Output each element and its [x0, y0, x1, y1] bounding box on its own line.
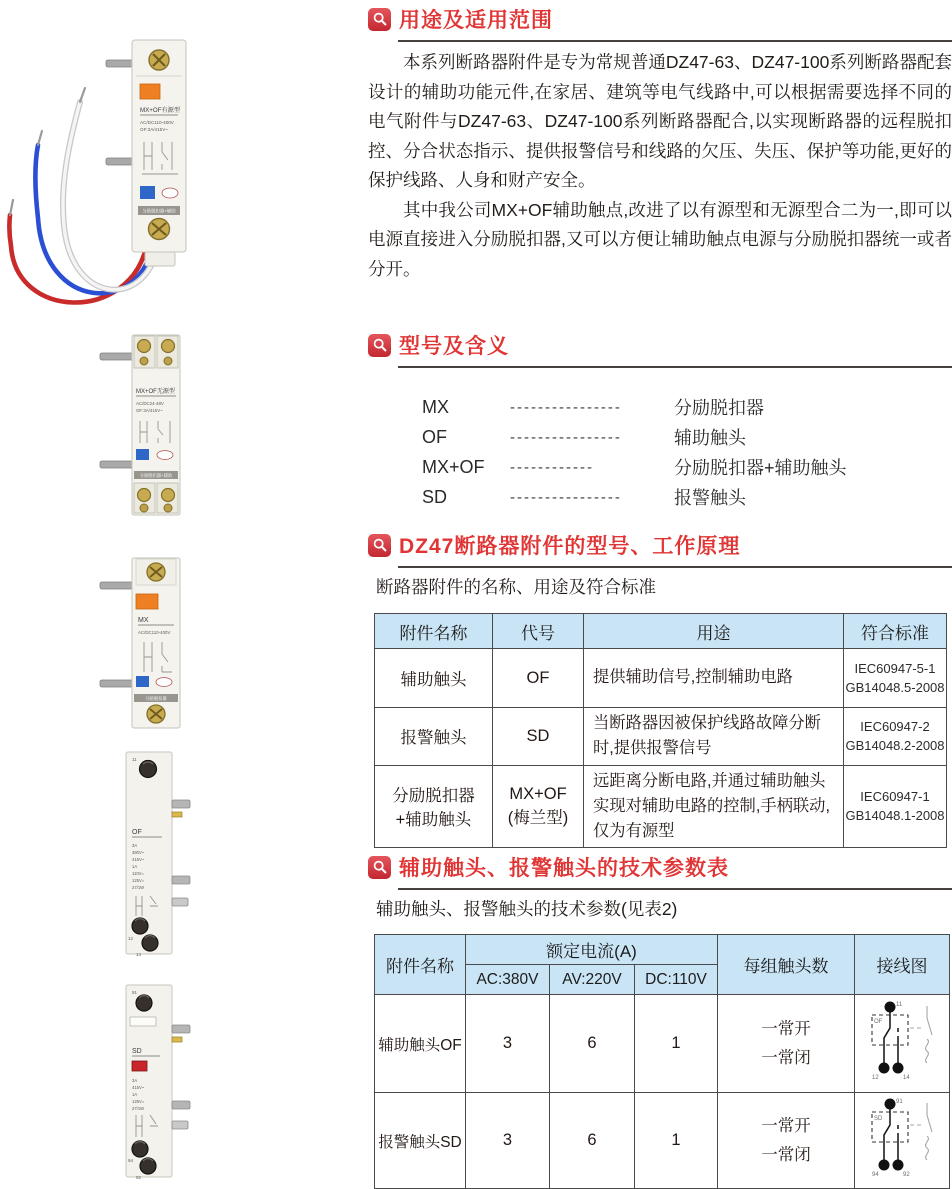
module-spec: 1A: [132, 864, 138, 869]
model-meaning-list: [422, 392, 847, 512]
rated-current-ac380: 3: [466, 1093, 550, 1189]
standard-line: IEC60947-1: [860, 788, 930, 804]
diagram-label: OF: [874, 1019, 883, 1025]
code-line: (梅兰型): [507, 808, 569, 827]
table1-note: 断路器附件的名称、用途及符合标准: [376, 577, 656, 597]
code-line: MX+OF: [509, 784, 567, 803]
model-meaning: 辅助触头: [674, 428, 746, 448]
caption-text: 分励脱扣器+辅助: [142, 208, 176, 214]
mechanical-link: [910, 1103, 932, 1160]
accessory-use: 远距离分断电路,并通过辅助触头实现对辅助电路的控制,手柄联动,仅为有源型: [584, 765, 844, 848]
contact-line: 一常闭: [761, 1145, 811, 1164]
section-title: 型号及含义: [399, 335, 509, 358]
screw-icon: [132, 918, 148, 934]
module-spec: 415V~: [132, 857, 145, 862]
section-tech-params: [368, 852, 952, 890]
header-rule: [398, 888, 952, 890]
accessory-name: 辅助触头OF: [375, 995, 466, 1093]
mechanical-link: [910, 1006, 932, 1063]
section-header: [368, 4, 952, 34]
section-header: [368, 330, 952, 360]
model-code: MX+OF: [422, 456, 485, 477]
screw-icon: [140, 357, 148, 365]
module-label: OF: [132, 829, 142, 836]
magnifier-icon: [368, 8, 391, 31]
model-meaning: 分励脱扣器+辅助触头: [674, 458, 847, 478]
caption-text: 分励脱扣器: [145, 696, 167, 701]
model-row: [422, 482, 847, 512]
dash-leader: ----------------: [510, 488, 622, 506]
terminal-pin: [172, 1121, 188, 1129]
product-photo-mx-of-wired: [2, 36, 192, 323]
screw-icon: [140, 1158, 156, 1174]
wiring-diagram-cell: [855, 1093, 950, 1189]
terminal-number: 14: [136, 952, 142, 957]
screw-icon: [164, 504, 172, 512]
section-title: 辅助触头、报警触头的技术参数表: [399, 857, 729, 880]
accessory-name: 报警触头: [375, 708, 493, 766]
terminal-number: 94: [872, 1172, 879, 1178]
module-body: [100, 558, 180, 728]
column-header-group: 额定电流(A): [466, 935, 718, 965]
contact-symbol: [872, 1099, 910, 1179]
terminal-number: 12: [128, 936, 134, 941]
contact-tab: [172, 1037, 182, 1042]
column-header: 符合标准: [844, 614, 947, 649]
accessory-code: SD: [493, 708, 584, 766]
module-label: MX+OF无源型: [136, 389, 175, 395]
blue-test-button: [136, 676, 149, 687]
terminal-number: 14: [903, 1075, 910, 1081]
screw-icon: [147, 705, 165, 723]
screw-icon: [140, 504, 148, 512]
blue-wire-tip: [38, 131, 42, 145]
blue-test-button: [136, 449, 149, 460]
column-subheader: AV:220V: [550, 965, 635, 995]
terminal-pin: [100, 582, 134, 589]
brand-oval: [162, 188, 178, 198]
screw-icon: [132, 1141, 148, 1157]
terminal-pin: [106, 60, 135, 67]
model-code: SD: [422, 486, 448, 507]
screw-icon: [136, 995, 152, 1011]
red-indicator: [132, 1061, 147, 1071]
rated-current-dc110: 1: [635, 1093, 718, 1189]
screw-icon: [162, 489, 175, 502]
section-working-principle: [368, 530, 952, 568]
section-header: [368, 530, 952, 560]
accessory-name: 辅助触头: [375, 649, 493, 708]
terminal-number: 92: [903, 1172, 910, 1178]
column-subheader: AC:380V: [466, 965, 550, 995]
module-spec: 125V=: [132, 1099, 145, 1104]
terminal-pin: [172, 898, 188, 906]
screw-icon: [138, 340, 151, 353]
module-spec: 415V~: [132, 1085, 145, 1090]
section-title: DZ47断路器附件的型号、工作原理: [399, 535, 741, 558]
rated-current-av220: 6: [550, 995, 635, 1093]
column-header: 接线图: [855, 935, 950, 995]
terminal-number: 91: [132, 990, 138, 995]
intro-paragraph-1: 本系列断路器附件是专为常规普通DZ47-63、DZ47-100系列断路器配套设计的辅助功能元件,在家居、建筑等电气线路中,可以根据需要选择不同的电气附件与DZ47-63、DZ47-100系列断路器配合,以实现断路器的远程脱扣控、分合状态指示、提供报警信号和线路的欠压、失压、保护等功能,更好的保护线路、人身和财产安全。: [368, 52, 952, 190]
dash-leader: ----------------: [510, 428, 622, 446]
accessory-code: [493, 765, 584, 848]
standards-cell: [844, 708, 947, 766]
model-code: MX: [422, 396, 449, 417]
module-label: SD: [132, 1048, 142, 1055]
module-spec: AC/DC110-400V: [140, 120, 174, 125]
screw-icon: [140, 761, 157, 778]
module-spec: AC/DC24-48V: [136, 401, 164, 406]
standard-line: IEC60947-2: [860, 718, 930, 734]
intro-paragraphs: [368, 48, 952, 284]
terminal-pin: [100, 461, 134, 468]
orange-tag: [136, 594, 158, 609]
screw-icon: [147, 563, 165, 581]
screw-icon: [164, 357, 172, 365]
contact-line: 一常开: [761, 1117, 811, 1136]
wiring-diagram: [862, 1095, 942, 1181]
column-header: 用途: [584, 614, 844, 649]
standards-cell: [844, 649, 947, 708]
brand-oval: [156, 678, 172, 687]
table-header-row: [375, 935, 950, 965]
magnifier-icon: [368, 334, 391, 357]
tech-params-table: [374, 934, 950, 1189]
dash-leader: ------------: [510, 458, 594, 476]
header-rule: [398, 40, 952, 42]
contact-line: 一常闭: [761, 1048, 811, 1067]
table-row: [375, 765, 947, 848]
mx-of-wired-illustration: [2, 36, 192, 318]
mx-of-passive-illustration: [90, 333, 225, 518]
caption-text: 分励脱扣器+辅助: [139, 473, 173, 478]
module-spec: 380V~: [132, 850, 145, 855]
white-wire-tip: [80, 88, 85, 102]
module-body: [100, 335, 180, 515]
standards-cell: [844, 765, 947, 848]
terminal-pin: [172, 1025, 190, 1033]
terminal-pin: [172, 800, 190, 808]
blue-test-button: [140, 186, 155, 199]
table-row: [375, 1093, 950, 1189]
contact-line: 一常开: [761, 1020, 811, 1039]
screw-icon: [138, 489, 151, 502]
rated-current-dc110: 1: [635, 995, 718, 1093]
terminal-number: 94: [128, 1158, 134, 1163]
magnifier-icon: [368, 856, 391, 879]
red-wire-tip: [10, 200, 13, 215]
orange-tag: [140, 84, 160, 99]
module-body: [106, 40, 186, 266]
magnifier-icon: [368, 534, 391, 557]
mx-illustration: [90, 555, 225, 733]
column-header: 代号: [493, 614, 584, 649]
column-subheader: DC:110V: [635, 965, 718, 995]
module-label: MX: [138, 617, 149, 624]
table-row: [375, 708, 947, 766]
screw-icon: [142, 935, 158, 951]
terminal-pin: [100, 680, 134, 687]
terminal-pin: [172, 1101, 190, 1109]
module-label: MX+OF有源型: [140, 107, 181, 114]
screw-icon: [149, 219, 170, 240]
section-usage: [368, 4, 952, 42]
module-spec: 27/1W: [132, 885, 145, 890]
dash-leader: ----------------: [510, 398, 622, 416]
module-spec: AC/DC110-400V: [138, 630, 171, 635]
table-header-row: [375, 614, 947, 649]
product-photo-mx: [90, 555, 225, 738]
terminal-number: 11: [896, 1002, 903, 1008]
product-photos-column: [0, 0, 366, 1186]
section-header: [368, 852, 952, 882]
module-spec: 125V=: [132, 878, 145, 883]
contact-tab: [172, 812, 182, 817]
accessory-use: 当断路器因被保护线路故障分断时,提供报警信号: [584, 708, 844, 766]
product-photo-of: [112, 750, 204, 963]
terminal-pin: [172, 876, 190, 884]
terminal-number: 11: [132, 757, 137, 762]
standard-line: GB14048.2-2008: [845, 738, 945, 754]
model-row: [422, 422, 847, 452]
table-row: [375, 649, 947, 708]
product-photo-sd: [112, 983, 204, 1186]
rated-current-ac380: 3: [466, 995, 550, 1093]
standard-line: GB14048.5-2008: [845, 680, 945, 695]
table2-note: 辅助触头、报警触头的技术参数(见表2): [376, 899, 678, 919]
terminal-pin: [100, 353, 134, 360]
of-illustration: [112, 750, 204, 958]
column-header: 附件名称: [375, 935, 466, 995]
terminal-pin: [106, 158, 135, 165]
brand-oval: [157, 451, 173, 460]
standard-line: GB14048.1-2008: [845, 808, 945, 824]
module-foot: [145, 252, 175, 266]
module-spec: OF:3A/415V~: [136, 408, 163, 413]
module-spec: 1A: [132, 1092, 138, 1097]
model-meaning: 分励脱扣器: [674, 398, 764, 418]
standard-line: IEC60947-5-1: [854, 660, 936, 676]
intro-paragraph-2: 其中我公司MX+OF辅助触点,改进了以有源型和无源型合二为一,即可以电源直接进入分励脱扣器,又可以方便让辅助触点电源与分励脱扣器统一或者分开。: [368, 199, 952, 279]
terminal-number: 91: [896, 1099, 903, 1105]
module-spec: 27/1W: [132, 1106, 145, 1111]
header-rule: [398, 566, 952, 568]
screw-icon: [149, 50, 169, 70]
accessory-name: 报警触头SD: [375, 1093, 466, 1189]
slot-window: [130, 1017, 156, 1026]
module-spec: 110V=: [132, 871, 144, 876]
terminal-number: 92: [136, 1175, 142, 1180]
model-row: [422, 452, 847, 482]
model-meaning: 报警触头: [674, 488, 746, 508]
column-header: 附件名称: [375, 614, 493, 649]
accessory-use: 提供辅助信号,控制辅助电路: [584, 649, 844, 708]
sd-illustration: [112, 983, 204, 1181]
wiring-diagram-cell: [855, 995, 950, 1093]
contact-symbol: [872, 1002, 910, 1082]
accessory-name: 分励脱扣器+辅助触头: [375, 765, 493, 848]
product-photo-mx-of-passive: [90, 333, 225, 523]
section-models: [368, 330, 952, 368]
screw-icon: [162, 340, 175, 353]
rated-current-av220: 6: [550, 1093, 635, 1189]
contacts-per-group: [718, 995, 855, 1093]
accessory-code: OF: [493, 649, 584, 708]
section-title: 用途及适用范围: [399, 9, 553, 32]
diagram-label: SD: [874, 1116, 883, 1122]
module-spec: OF:3A/415V~: [140, 127, 168, 132]
model-code: OF: [422, 426, 447, 447]
contacts-per-group: [718, 1093, 855, 1189]
table-row: [375, 995, 950, 1093]
column-header: 每组触头数: [718, 935, 855, 995]
model-row: [422, 392, 847, 422]
accessory-table: [374, 613, 947, 848]
wiring-diagram: [862, 998, 942, 1084]
module-spec: 3A: [132, 1078, 138, 1083]
terminal-number: 12: [872, 1075, 879, 1081]
module-spec: 3A: [132, 843, 138, 848]
header-rule: [398, 366, 952, 368]
